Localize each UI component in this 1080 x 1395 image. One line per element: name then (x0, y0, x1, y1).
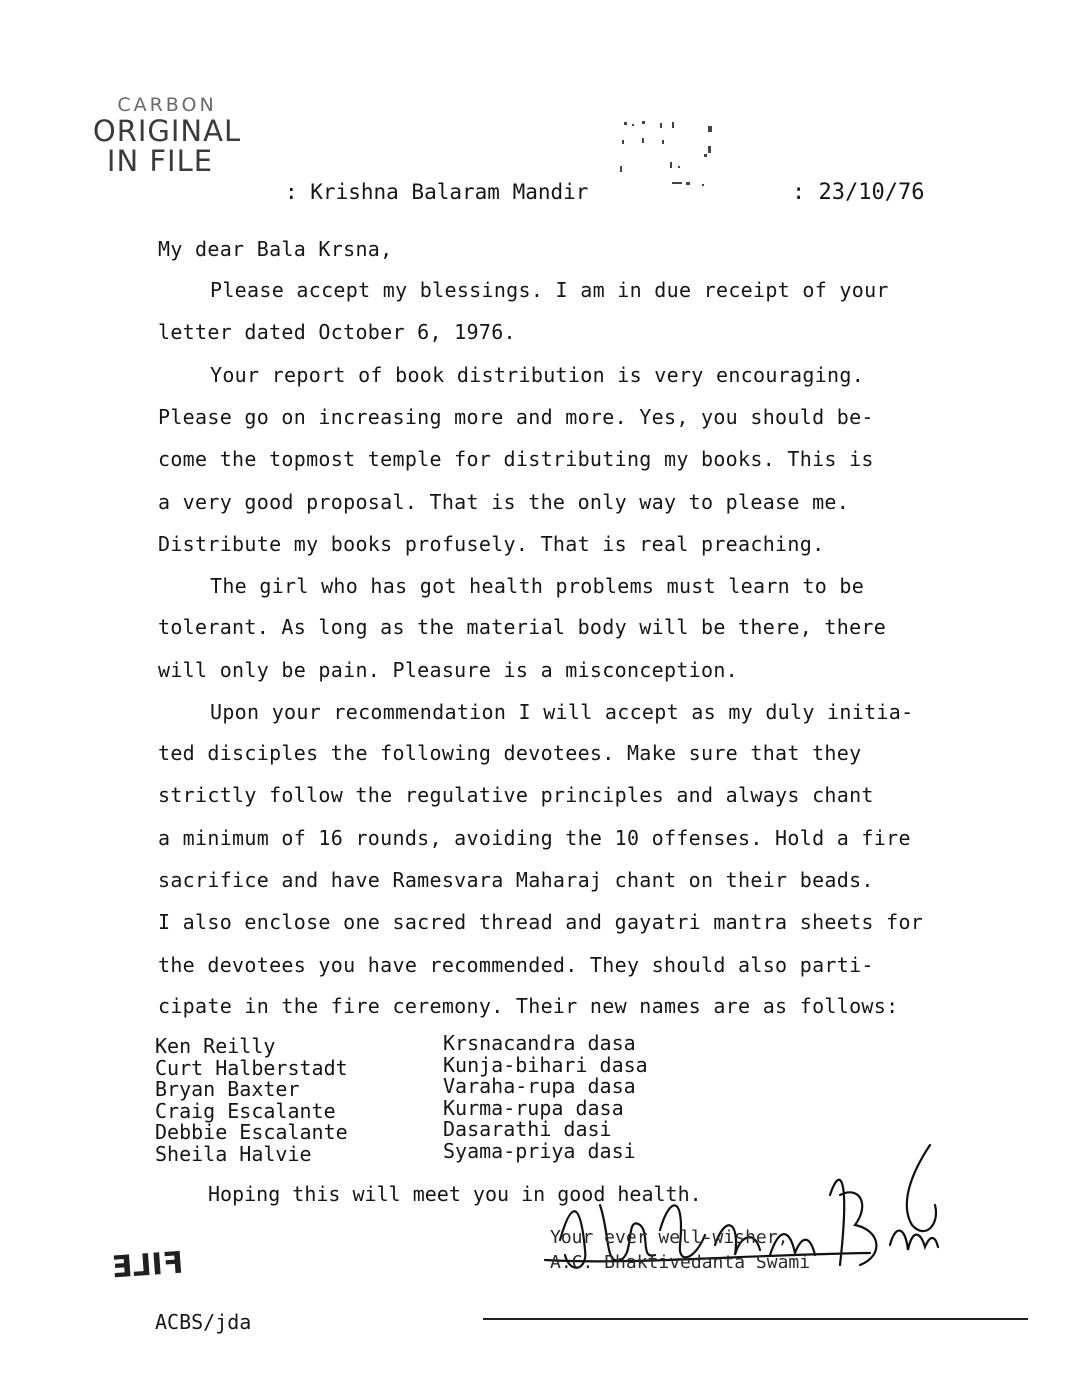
body-line: Distribute my books profusely. That is real preaching. (158, 532, 825, 556)
salutation: My dear Bala Krsna, (158, 237, 393, 261)
faded-file-stamp-icon (612, 118, 732, 198)
signature-rule (483, 1318, 1028, 1320)
body-line: letter dated October 6, 1976. (158, 320, 516, 344)
body-line: Upon your recommendation I will accept as my duly initia- (210, 700, 914, 724)
devotee-name: Debbie Escalante (155, 1120, 348, 1145)
body-line: Your report of book distribution is very encouraging. (210, 363, 865, 387)
body-line: sacrifice and have Ramesvara Maharaj chant on their beads. (158, 868, 874, 892)
body-line: cipate in the fire ceremony. Their new names are as follows: (158, 994, 899, 1018)
stamp-line-original: ORIGINAL (92, 113, 242, 148)
carbon-original-stamp (92, 96, 242, 177)
body-line: a very good proposal. That is the only way to please me. (158, 490, 850, 514)
body-line: tolerant. As long as the material body will be there, there (158, 615, 887, 639)
reference-initials: ACBS/jda (155, 1310, 252, 1334)
initiated-name: Varaha-rupa dasa (443, 1074, 636, 1099)
initiated-name: Dasarathi dasi (443, 1117, 612, 1142)
stamp-line-carbon: CARBON (117, 94, 217, 116)
letter-date: : 23/10/76 (792, 180, 925, 205)
initiated-name: Syama-priya dasi (443, 1138, 636, 1163)
body-line: a minimum of 16 rounds, avoiding the 10 offenses. Hold a fire (158, 826, 911, 850)
devotee-name: Sheila Halvie (155, 1141, 312, 1166)
body-line: I also enclose one sacred thread and gayatri mantra sheets for (158, 910, 924, 934)
devotee-name: Bryan Baxter (155, 1077, 300, 1102)
body-line: ted disciples the following devotees. Make sure that they (158, 741, 862, 765)
devotee-name: Craig Escalante (155, 1098, 336, 1123)
signature-complimentary-close: Your ever well-wisher, (550, 1227, 789, 1248)
body-line: come the topmost temple for distributing my books. This is (158, 447, 874, 471)
signature-block (550, 1225, 810, 1275)
stamp-line-in-file: IN FILE (106, 144, 214, 179)
file-stamp: FILE (110, 1245, 185, 1286)
letter-place: : Krishna Balaram Mandir (285, 180, 589, 204)
body-line: will only be pain. Pleasure is a misconception. (158, 658, 739, 682)
body-line: Please go on increasing more and more. Yes, you should be- (158, 405, 874, 429)
devotee-name: Ken Reilly (155, 1034, 276, 1058)
initiated-name: Krsnacandra dasa (443, 1031, 636, 1055)
body-line: The girl who has got health problems must learn to be (210, 574, 865, 598)
devotee-name: Curt Halberstadt (155, 1055, 348, 1080)
signature-name: A.C. Bhaktivedanta Swami (550, 1252, 811, 1273)
body-line: Please accept my blessings. I am in due receipt of your (210, 278, 889, 302)
body-line: the devotees you have recommended. They should also parti- (158, 953, 874, 977)
closing-line: Hoping this will meet you in good health. (208, 1182, 702, 1206)
initiated-name: Kurma-rupa dasa (443, 1095, 624, 1120)
initiated-name: Kunja-bihari dasa (443, 1052, 648, 1077)
body-line: strictly follow the regulative principles and always chant (158, 783, 874, 807)
devotee-legal-names (155, 1036, 348, 1166)
